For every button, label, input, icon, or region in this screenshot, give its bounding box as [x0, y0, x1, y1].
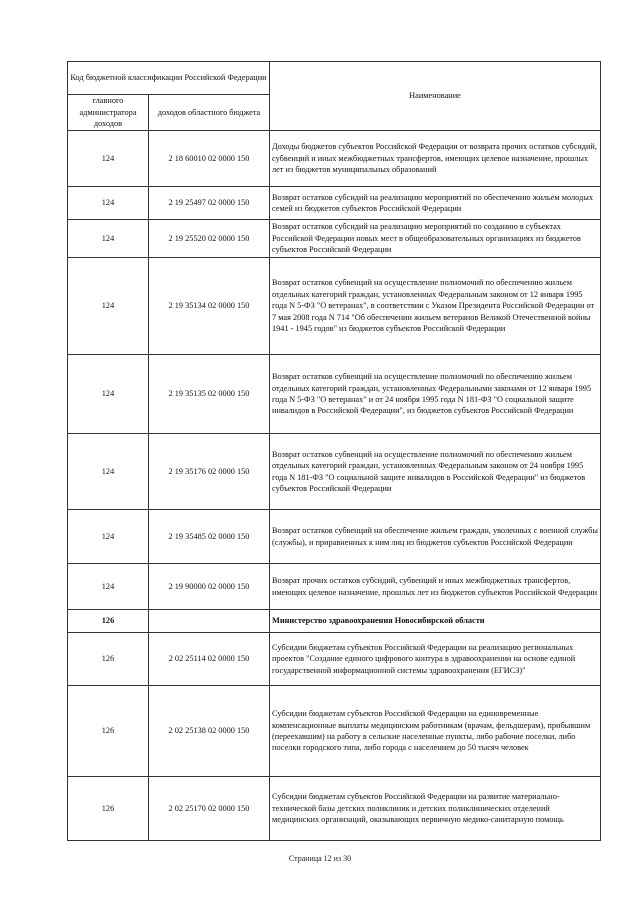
table-row — [68, 258, 601, 355]
cell-income-code: 2 02 25114 02 0000 150 — [149, 633, 270, 686]
cell-income-code: 2 19 25497 02 0000 150 — [149, 187, 270, 220]
cell-income-code: 2 19 25520 02 0000 150 — [149, 220, 270, 258]
header-group-title: Код бюджетной классификации Российской Федерации — [68, 62, 270, 95]
cell-income-code: 2 19 90000 02 0000 150 — [149, 564, 270, 610]
budget-classification-table — [67, 61, 601, 841]
header-income: доходов областного бюджета — [149, 95, 270, 131]
cell-name: Доходы бюджетов субъектов Российской Федерации от возврата прочих остатков субсидий, субвенций и иных межбюджетных трансфертов, имеющих целевое назначение, прошлых лет из бюджетов муниципальных образований — [270, 131, 601, 187]
table-body — [68, 131, 601, 841]
cell-name: Возврат остатков субвенций на осуществление полномочий по обеспечению жильем отдельных категорий граждан, установленных Федеральными законами от 12 января 1995 года N 5-ФЗ "О ветеранах" и от 24 ноября 1995 года N 181-ФЗ "О социальной защите инвалидов в Российской Федерации", из бюджетов субъектов Российской Федерации — [270, 355, 601, 434]
cell-admin-code: 124 — [68, 434, 149, 510]
cell-admin-code: 126 — [68, 686, 149, 777]
table-row — [68, 633, 601, 686]
cell-income-code: 2 19 35176 02 0000 150 — [149, 434, 270, 510]
cell-admin-code: 124 — [68, 564, 149, 610]
table-row — [68, 355, 601, 434]
header-name: Наименование — [270, 62, 601, 131]
cell-admin-code: 124 — [68, 220, 149, 258]
cell-name: Возврат прочих остатков субсидий, субвенций и иных межбюджетных трансфертов, имеющих целевое назначение, прошлых лет из бюджетов субъектов Российской Федерации — [270, 564, 601, 610]
page-number: Страница 12 из 30 — [288, 854, 352, 863]
table-row — [68, 434, 601, 510]
table-row — [68, 777, 601, 841]
cell-admin-code: 124 — [68, 510, 149, 564]
cell-income-code: 2 19 35485 02 0000 150 — [149, 510, 270, 564]
cell-name: Министерство здравоохранения Новосибирской области — [270, 610, 601, 633]
cell-admin-code: 126 — [68, 777, 149, 841]
cell-income-code: 2 18 60010 02 0000 150 — [149, 131, 270, 187]
cell-income-code — [149, 610, 270, 633]
cell-income-code: 2 02 25170 02 0000 150 — [149, 777, 270, 841]
cell-income-code: 2 02 25138 02 0000 150 — [149, 686, 270, 777]
cell-income-code: 2 19 35134 02 0000 150 — [149, 258, 270, 355]
cell-name: Возврат остатков субвенций на осуществление полномочий по обеспечению жильем отдельных категорий граждан, установленных Федеральным законом от 12 января 1995 года N 5-ФЗ "О ветеранах", в соответствии с Указом Президента Российской Федерации от 7 мая 2008 года N 714 "Об обеспечении жильем ветеранов Великой Отечественной войны 1941 - 1945 годов" из бюджетов субъектов Российской Федерации — [270, 258, 601, 355]
cell-admin-code: 124 — [68, 131, 149, 187]
cell-name: Субсидии бюджетам субъектов Российской Федерации на реализацию региональных проектов "Создание единого цифрового контура в здравоохранении на основе единой государственной информационной системы здравоохранения (ЕГИСЗ)" — [270, 633, 601, 686]
cell-admin-code: 124 — [68, 355, 149, 434]
table-row — [68, 686, 601, 777]
table-row — [68, 564, 601, 610]
cell-name: Возврат остатков субвенций на обеспечение жильем граждан, уволенных с военной службы (службы), и приравненных к ним лиц из бюджетов субъектов Российской Федерации — [270, 510, 601, 564]
cell-admin-code: 126 — [68, 610, 149, 633]
cell-name: Субсидии бюджетам субъектов Российской Федерации на единовременные компенсационные выплаты медицинским работникам (врачам, фельдшерам), прибывшим (переехавшим) на работу в сельские населенные пункты, либо рабочие поселки, либо поселки городского типа, либо города с населением до 50 тысяч человек — [270, 686, 601, 777]
table-row — [68, 220, 601, 258]
cell-name: Субсидии бюджетам субъектов Российской Федерации на развитие материально-технической базы детских поликлиник и детских поликлинических отделений медицинских организаций, оказывающих первичную медико-санитарную помощь — [270, 777, 601, 841]
table-row — [68, 610, 601, 633]
cell-admin-code: 126 — [68, 633, 149, 686]
cell-name: Возврат остатков субвенций на осуществление полномочий по обеспечению жильем отдельных категорий граждан, установленных Федеральным законом от 24 ноября 1995 года N 181-ФЗ "О социальной защите инвалидов в Российской Федерации" из бюджетов субъектов Российской Федерации — [270, 434, 601, 510]
header-admin: главного администратора доходов — [68, 95, 149, 131]
cell-admin-code: 124 — [68, 187, 149, 220]
table-row — [68, 131, 601, 187]
cell-name: Возврат остатков субсидий на реализацию мероприятий по созданию в субъектах Российской Федерации новых мест в общеобразовательных организациях из бюджетов субъектов Российской Федерации — [270, 220, 601, 258]
cell-name: Возврат остатков субсидий на реализацию мероприятий по обеспечению жильем молодых семей из бюджетов субъектов Российской Федерации — [270, 187, 601, 220]
table-row — [68, 510, 601, 564]
table-row — [68, 187, 601, 220]
cell-admin-code: 124 — [68, 258, 149, 355]
cell-income-code: 2 19 35135 02 0000 150 — [149, 355, 270, 434]
table-header-row — [68, 62, 601, 95]
